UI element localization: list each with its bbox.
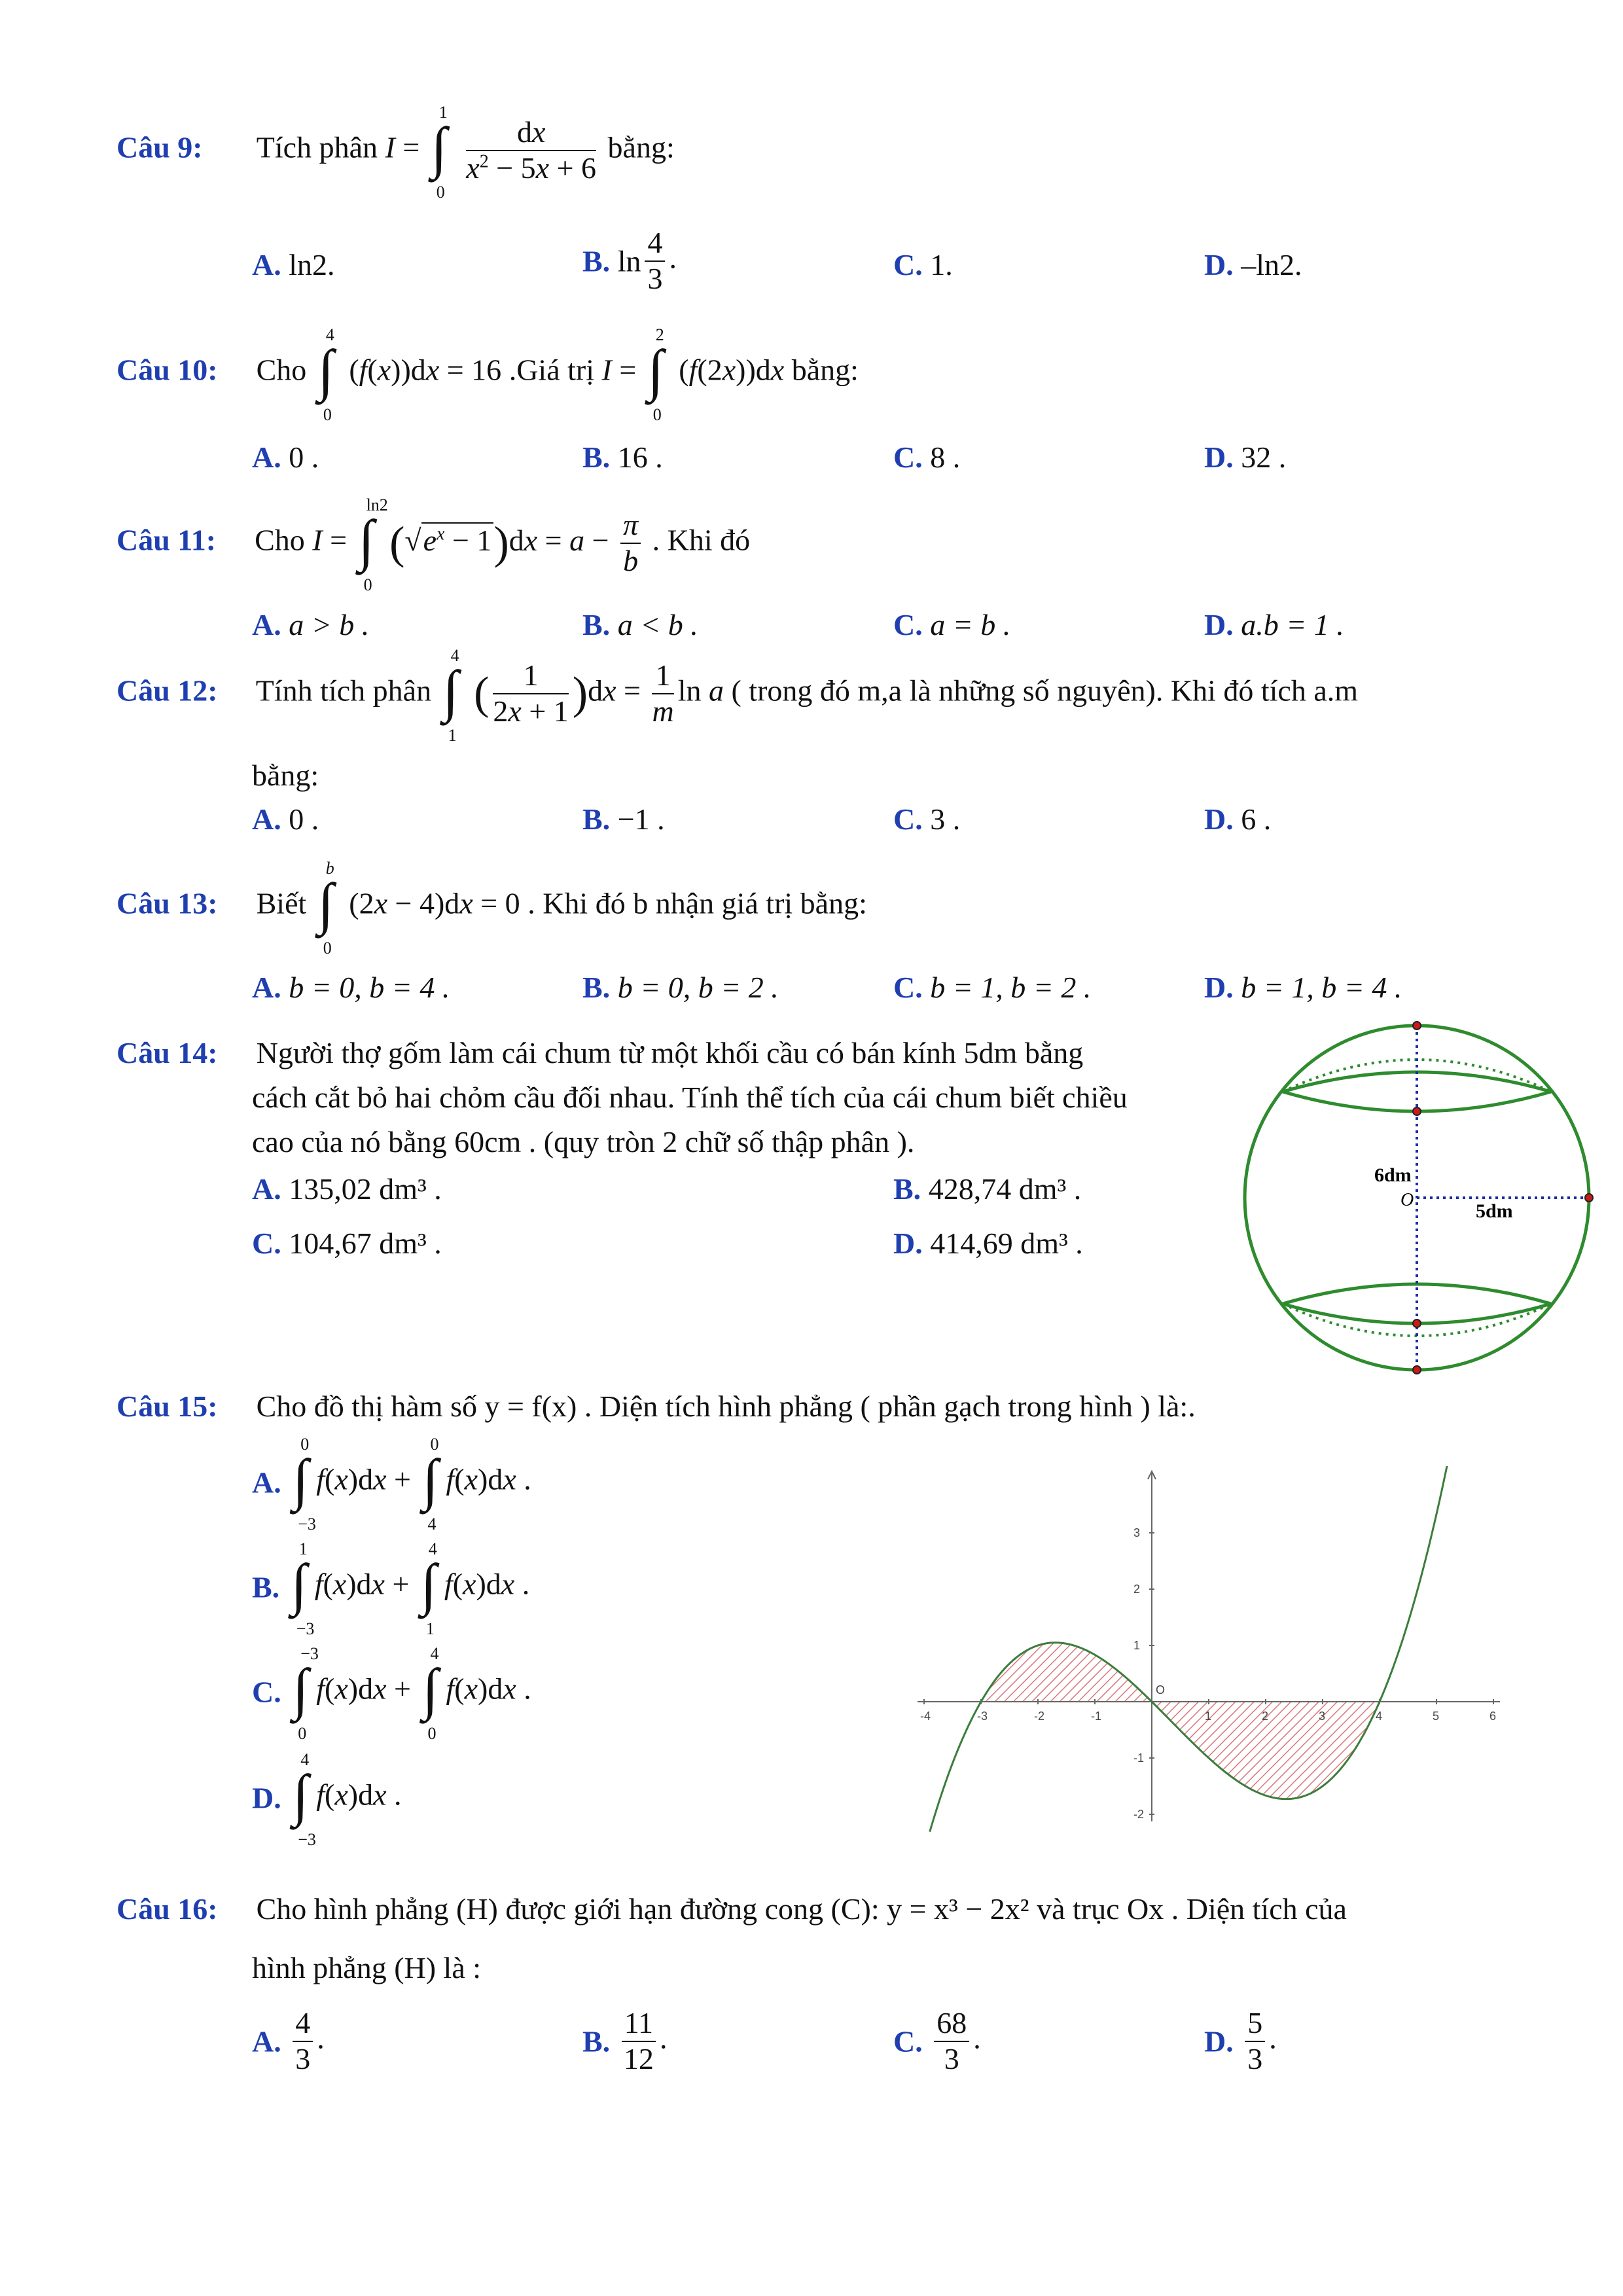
q12-option-a-letter: A.: [252, 802, 281, 836]
q15-option-c[interactable]: C. −3 ∫ 0 f(x)dx + 4 ∫ 0 f(x)dx .: [252, 1644, 531, 1743]
x-tick-label: 6: [1489, 1710, 1497, 1723]
q11-option-a-text: a > b .: [289, 608, 370, 641]
q15-c-int2: 4 ∫ 0: [422, 1644, 439, 1743]
q11-label: Câu 11:: [116, 523, 217, 557]
q10-option-b-letter: B.: [582, 440, 611, 474]
x-tick-label: 2: [1262, 1710, 1269, 1723]
q11-stem: Câu 11: Cho I = ln2 ∫ 0 $(√e^x - 1)dx = a$ − $\frac{\pi}{b}$ . Khi đó: [116, 495, 751, 594]
q16-line1: [116, 1892, 1347, 1926]
q9-option-d-letter: D.: [1204, 248, 1234, 281]
q16-option-b-letter: B.: [582, 2024, 611, 2058]
q16-option-a-letter: A.: [252, 2024, 281, 2058]
q13-stem: [116, 859, 867, 958]
q16-c-frac: [934, 2006, 969, 2077]
q9-fraction: $\frac{dx}{x^2 - 5x + 6}$: [466, 115, 597, 185]
q9-option-b-letter: B.: [582, 244, 611, 278]
q10-option-d-text: 32 .: [1241, 440, 1287, 474]
q12-integral: 4 ∫ 1: [442, 646, 459, 745]
q12-label: Câu 12:: [116, 673, 218, 708]
q14-option-a[interactable]: [252, 1172, 442, 1206]
q14-option-b-text: 428,74 dm³ .: [928, 1172, 1082, 1206]
q10-option-c[interactable]: [893, 440, 960, 475]
q11-integral: ln2 ∫ 0: [358, 495, 388, 594]
q12-frac-1: $\frac{1}{2x + 1}$: [493, 658, 569, 728]
q15-c-int1: −3 ∫ 0: [293, 1644, 319, 1743]
y-tick-label: -1: [1133, 1751, 1145, 1765]
q9-option-c-text: 1.: [930, 248, 953, 281]
q15-option-d-letter: D.: [252, 1781, 281, 1815]
q16-label: Câu 16:: [116, 1892, 218, 1926]
q13-option-c-text: b = 1, b = 2 .: [930, 971, 1092, 1004]
q11-option-a-letter: A.: [252, 608, 281, 641]
q9-option-d-text: –ln2.: [1241, 248, 1302, 281]
label-6dm: 6dm: [1374, 1164, 1412, 1186]
q9-tail: bằng:: [607, 130, 675, 164]
q16-a-num: 4: [293, 2006, 313, 2042]
q11-option-c[interactable]: [893, 607, 1010, 642]
q9-text: Tích phân: [256, 130, 378, 164]
q12-text: Tính tích phân: [255, 673, 432, 708]
q14-sphere-figure: [1230, 1014, 1597, 1381]
q16-a-den: 3: [295, 2041, 311, 2075]
q9-option-c[interactable]: [893, 247, 953, 282]
q10-option-b-text: 16 .: [617, 440, 663, 474]
q16-b-den: 12: [623, 2041, 654, 2075]
q16-option-a[interactable]: A. $\frac{4}{3}$ .: [252, 2006, 325, 2075]
shaded-region-1: [981, 1643, 1152, 1702]
q10-option-a-text: 0 .: [289, 440, 319, 474]
q13-text: Biết: [256, 886, 307, 920]
q12-option-d-text: 6 .: [1241, 802, 1272, 836]
q16-c-num: 68: [934, 2006, 969, 2042]
q14-label: Câu 14:: [116, 1036, 218, 1069]
q11-cho: Cho: [255, 523, 305, 557]
q9-stem: Câu 9: Tích phân I = 1 ∫ 0 $\frac{dx}{x^2 - 5x + 6}$ bằng:: [116, 103, 675, 202]
q16-a-frac: [293, 2006, 313, 2077]
q12-option-d[interactable]: [1204, 802, 1271, 836]
q10-integral-1: 4 ∫ 0: [317, 325, 334, 424]
q11-option-c-text: a = b .: [930, 608, 1011, 641]
x-tick-label: 1: [1205, 1710, 1212, 1723]
q11-option-b-text: a < b .: [617, 608, 698, 641]
q13-integrand: (2x − 4)dx = 0: [349, 886, 520, 920]
q10-stem: Câu 10: Cho 4 ∫ 0 (f(x))dx = 16 .Giá trị I = 2 ∫ 0 (f(2x))dx bằng:: [116, 325, 859, 424]
q16-d-den: 3: [1247, 2041, 1263, 2075]
y-tick-label: 3: [1133, 1526, 1141, 1539]
function-curve: [930, 1466, 1452, 1832]
q13-option-d[interactable]: [1204, 970, 1402, 1005]
q16-d-frac: [1245, 2006, 1265, 2077]
q14-line2: cách cắt bỏ hai chỏm cầu đối nhau. Tính thể tích của cái chum biết chiều: [252, 1081, 1128, 1114]
q15-d-int: 4 ∫ −3: [293, 1750, 316, 1849]
q15-option-b[interactable]: B. 1 ∫ −3 f(x)dx + 4 ∫ 1 f(x)dx .: [252, 1539, 530, 1638]
q9-option-a-letter: A.: [252, 248, 281, 281]
q14-line1-text: Người thợ gốm làm cái chum từ một khối cầu có bán kính 5dm bằng: [256, 1036, 1084, 1069]
q13-option-c[interactable]: [893, 970, 1091, 1005]
q10-option-d-letter: D.: [1204, 440, 1234, 474]
q10-option-c-letter: C.: [893, 440, 923, 474]
q12-option-b-text: −1 .: [617, 802, 665, 836]
q13-option-d-text: b = 1, b = 4 .: [1241, 971, 1402, 1004]
q16-b-num: 11: [622, 2006, 656, 2042]
q14-option-b[interactable]: [893, 1172, 1081, 1206]
q16-c-den: 3: [944, 2041, 959, 2075]
q15-a-int2: 0 ∫ 4: [422, 1435, 439, 1534]
x-tick-label: -1: [1091, 1710, 1102, 1723]
q15-a-int1: 0 ∫ −3: [293, 1435, 316, 1534]
q10-integral-2: 2 ∫ 0: [647, 325, 664, 424]
q15-label: Câu 15:: [116, 1390, 218, 1423]
q16-option-d[interactable]: D. $\frac{5}{3}$ .: [1204, 2006, 1277, 2075]
y-tick-label: 1: [1133, 1639, 1141, 1652]
label-o: O: [1400, 1190, 1414, 1210]
label-5dm: 5dm: [1476, 1200, 1513, 1222]
point-bottom: [1413, 1366, 1421, 1374]
q10-cho: Cho: [256, 353, 307, 387]
q16-option-d-letter: D.: [1204, 2024, 1234, 2058]
q13-option-a[interactable]: [252, 970, 450, 1005]
x-tick-label: 5: [1433, 1710, 1440, 1723]
q14-line1: [116, 1035, 1083, 1070]
q13-option-a-text: b = 0, b = 4 .: [289, 971, 450, 1004]
q16-d-num: 5: [1245, 2006, 1265, 2042]
q12-option-b-letter: B.: [582, 802, 611, 836]
q9-option-b-den: 3: [647, 261, 663, 295]
q10-tail: bằng:: [791, 353, 859, 387]
q9-integral: 1 ∫ 0: [431, 103, 448, 202]
q12-option-d-letter: D.: [1204, 802, 1234, 836]
q12-tail: ( trong đó m,a là những số nguyên). Khi đó tích a.m: [731, 673, 1359, 708]
x-tick-label: 3: [1319, 1710, 1326, 1723]
q14-option-b-letter: B.: [893, 1172, 921, 1206]
q13-option-d-letter: D.: [1204, 971, 1234, 1004]
q11-option-c-letter: C.: [893, 608, 923, 641]
q11-tail: . Khi đó: [652, 523, 751, 557]
q15-b-int2: 4 ∫ 1: [420, 1539, 437, 1638]
x-tick-label: -3: [977, 1710, 988, 1723]
q12-option-c-text: 3 .: [930, 802, 961, 836]
q11-option-b-letter: B.: [582, 608, 611, 641]
q13-option-b[interactable]: [582, 970, 779, 1005]
q15-text: Cho đồ thị hàm số y = f(x) . Diện tích hình phẳng ( phần gạch trong hình ) là:.: [256, 1390, 1196, 1423]
q16-option-c-letter: C.: [893, 2024, 923, 2058]
q11-integrand: $(√e^x - 1)dx = a$ −: [389, 518, 609, 568]
q13-option-b-text: b = 0, b = 2 .: [617, 971, 779, 1004]
q10-option-c-text: 8 .: [930, 440, 961, 474]
q16-option-c[interactable]: C. $\frac{68}{3}$ .: [893, 2006, 981, 2075]
q16-line1-text: Cho hình phẳng (H) được giới hạn đường cong (C): y = x³ − 2x² và trục Ox . Diện tích của: [256, 1892, 1347, 1926]
q12-frac-2: $\frac{1}{m}$: [652, 658, 674, 728]
x-tick-label: 4: [1376, 1710, 1383, 1723]
q13-option-b-letter: B.: [582, 971, 611, 1004]
point-top: [1413, 1022, 1421, 1030]
q14-option-c-text: 104,67 dm³ .: [289, 1227, 442, 1260]
q12-option-c-letter: C.: [893, 802, 923, 836]
q9-option-b[interactable]: B. ln $\frac{4}{3}$ .: [582, 226, 677, 295]
q15-option-a[interactable]: A. 0 ∫ −3 f(x)dx + 0 ∫ 4 f(x)dx .: [252, 1435, 531, 1534]
q11-option-b[interactable]: [582, 607, 698, 642]
x-tick-label: -4: [920, 1710, 931, 1723]
q10-option-a[interactable]: [252, 440, 319, 475]
q14-option-c-letter: C.: [252, 1227, 281, 1260]
q15-option-d[interactable]: D. 4 ∫ −3 f(x)dx .: [252, 1750, 402, 1849]
q15-stem: [116, 1389, 1196, 1424]
q9-option-c-letter: C.: [893, 248, 923, 281]
point-cut-bottom: [1413, 1319, 1421, 1327]
q13-label: Câu 13:: [116, 886, 218, 920]
q11-frac: $\frac{\pi}{b}$: [620, 508, 641, 579]
point-radius-end: [1585, 1194, 1593, 1202]
q13-integral: b ∫ 0: [317, 859, 334, 958]
y-tick-label: -2: [1133, 1808, 1145, 1821]
y-tick-label: 2: [1133, 1583, 1141, 1596]
q14-option-a-letter: A.: [252, 1172, 281, 1206]
q9-option-b-ln: ln: [617, 244, 641, 278]
q14-option-a-text: 135,02 dm³ .: [289, 1172, 442, 1206]
q9-option-b-num: 4: [645, 226, 665, 262]
q15-b-int1: 1 ∫ −3: [291, 1539, 315, 1638]
q14-option-d-letter: D.: [893, 1227, 923, 1260]
q15-option-b-letter: B.: [252, 1570, 280, 1604]
q10-option-b[interactable]: [582, 440, 663, 475]
q14-line3: cao của nó bằng 60cm . (quy tròn 2 chữ số thập phân ).: [252, 1125, 915, 1158]
q9-label: Câu 9:: [116, 130, 203, 164]
q11-option-d[interactable]: [1204, 607, 1344, 642]
q12-option-a[interactable]: [252, 802, 319, 836]
q12-stem: Câu 12: Tính tích phân 4 ∫ 1 ( $\frac{1}{2x + 1}$ )dx = $\frac{1}{m}$ ln a ( trong đó m,a là những số nguyên). Khi đó tích a.m: [116, 646, 1359, 745]
q10-label: Câu 10:: [116, 353, 218, 387]
q14-option-d[interactable]: [893, 1226, 1083, 1261]
q9-option-d[interactable]: [1204, 247, 1302, 282]
q10-option-d[interactable]: [1204, 440, 1286, 475]
q15-option-c-letter: C.: [252, 1675, 281, 1709]
q16-line2: hình phẳng (H) là :: [252, 1951, 482, 1984]
q13-option-c-letter: C.: [893, 971, 923, 1004]
q12-option-b[interactable]: [582, 802, 665, 836]
q11-option-d-letter: D.: [1204, 608, 1234, 641]
q10-mid: .Giá trị: [508, 353, 594, 387]
q16-option-b[interactable]: B. $\frac{11}{12}$ .: [582, 2006, 668, 2075]
q13-option-a-letter: A.: [252, 971, 281, 1004]
q10-option-a-letter: A.: [252, 440, 281, 474]
q9-option-a-text: ln2.: [289, 248, 335, 281]
q11-option-d-text: a.b = 1 .: [1241, 608, 1344, 641]
q10-integrand-2: (f(2x))dx: [679, 353, 785, 387]
x-tick-label: O: [1156, 1683, 1166, 1696]
point-cut-top: [1413, 1107, 1421, 1115]
q11-option-a[interactable]: [252, 607, 369, 642]
q12-line2: bằng:: [252, 759, 319, 792]
q9-option-b-frac: [645, 226, 665, 296]
q15-function-graph: [897, 1466, 1518, 1846]
q12-option-a-text: 0 .: [289, 802, 319, 836]
q13-tail: . Khi đó b nhận giá trị bằng:: [527, 886, 867, 920]
q16-b-frac: [622, 2006, 656, 2077]
q12-option-c[interactable]: [893, 802, 960, 836]
q9-option-a[interactable]: [252, 247, 335, 282]
q14-option-d-text: 414,69 dm³ .: [930, 1227, 1083, 1260]
q15-option-a-letter: A.: [252, 1465, 281, 1499]
x-tick-label: -2: [1034, 1710, 1045, 1723]
q14-option-c[interactable]: [252, 1226, 442, 1261]
q10-integrand-1: (f(x))dx = 16: [349, 353, 502, 387]
